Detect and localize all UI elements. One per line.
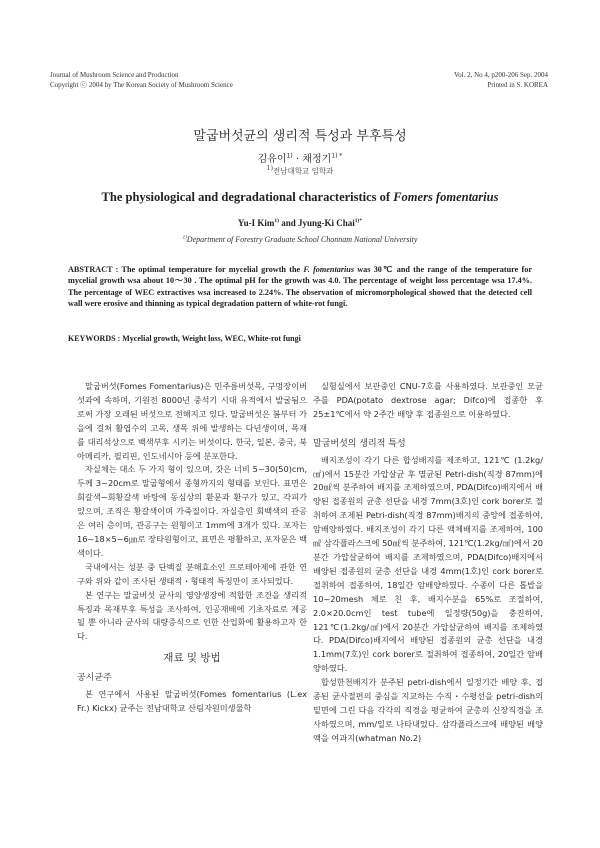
korean-author-2-affiliation-mark: 1) * bbox=[331, 152, 343, 160]
abstract-species: F. fomentarius bbox=[303, 265, 355, 274]
subsection-heading-strain: 공시균주 bbox=[77, 673, 112, 684]
methods-paragraph-1: 본 연구에서 사용된 말굽버섯(Fomes fomentarius (L.ex Fr.) Kickx) 균주는 전남대학교 산림자원미생물학 bbox=[77, 689, 307, 713]
left-column bbox=[77, 380, 307, 716]
english-affiliation-mark: 1) bbox=[182, 235, 187, 241]
physiology-paragraph-2: 합성한천배지가 분주된 petri-dish에서 일정기간 배양 후, 접종된 균사절편의 중심을 지교하는 수직・수평선을 petri-dish의 밑면에 그린 다음 각각의 직경을 평균하여 균총의 신장직경을 조사하였으며, mm/일로 나타내었다. 삼각플라스크에 배양된 배양액을 여과지(whatman No.2) bbox=[313, 677, 543, 743]
intro-paragraph-2: 자실체는 대소 두 가지 형이 있으며, 갓은 너비 5~30(50)cm, 두께 3~20cm로 말굽형에서 종형까지의 형태를 보인다. 표면은 회갈색~회황갈색 바탕에 동심상의 환문과 환구가 있고, 각피가 있으며, 조직은 황갈색이며 가죽질이다. 자실층인 회백색의 관공은 여러 층이며, 관공구는 원형이고 1mm에 3개가 있다. 포자는 16~18×5~6㎛로 장타원형이고, 표면은 평활하고, 포자문은 백색이다. bbox=[77, 464, 307, 558]
section-heading-methods: 재료 및 방법 bbox=[163, 652, 221, 665]
keywords: KEYWORDS : Mycelial growth, Weight loss, WEC, White-rot fungi bbox=[68, 334, 301, 343]
english-author-1: Yu-I Kim bbox=[237, 218, 275, 228]
english-affiliation-text: Department of Forestry Graduate School Chonnam National University bbox=[186, 235, 418, 244]
strain-paragraph: 실험실에서 보관중인 CNU-7호를 사용하였다. 보관중인 모균주를 PDA(potato dextrose agar; Difco)에 접종한 후 25±1℃에서 약 2주간 배양 후 접종원으로 이용하였다. bbox=[313, 381, 543, 419]
copyright-notice: Copyright ⓒ 2004 by The Korean Society of Mushroom Science bbox=[50, 81, 233, 89]
english-title-species: Fomers fomentarius bbox=[393, 190, 499, 204]
author-conjunction: and bbox=[278, 218, 298, 228]
journal-header-right bbox=[454, 70, 548, 90]
author-separator: · bbox=[292, 154, 303, 165]
korean-affiliation-mark: 1) bbox=[266, 165, 274, 172]
abstract bbox=[68, 264, 532, 310]
english-author-1-affiliation-mark: 1) bbox=[274, 218, 279, 224]
journal-name: Journal of Mushroom Science and Production bbox=[50, 71, 179, 79]
english-title-text: The physiological and degradational characteristics of bbox=[101, 190, 394, 204]
english-title bbox=[0, 190, 600, 205]
english-affiliation bbox=[0, 235, 600, 244]
korean-title: 말굽버섯균의 생리적 특성과 부후특성 bbox=[193, 129, 407, 144]
korean-affiliation bbox=[0, 165, 600, 177]
printed-location: Printed in S. KOREA bbox=[487, 81, 548, 89]
right-column bbox=[313, 380, 543, 746]
intro-paragraph-4: 본 연구는 말굽버섯 균사의 영양생장에 적합한 조건을 생리적 특징과 목재부후 특성을 조사하여, 인공재배에 기초자료로 제공 될 뿐 아니라 균사의 대량증식으로 인한 산업화에 활용하고자 한다. bbox=[77, 589, 307, 642]
korean-authors bbox=[0, 150, 600, 165]
abstract-text-1: The optimal temperature for mycelial growth the bbox=[118, 265, 304, 274]
volume-info: Vol. 2, No 4, p200-206 Sep. 2004 bbox=[454, 71, 548, 79]
intro-paragraph-3: 국내에서는 성분 중 단백질 분해효소인 프로테아제에 관한 연구와 위와 같이 조사된 생태적・형태적 특징만이 조사되었다. bbox=[77, 561, 307, 586]
korean-author-1-affiliation-mark: 1) bbox=[286, 152, 293, 160]
korean-affiliation-text: 전남대학교 임학과 bbox=[273, 166, 334, 176]
korean-author-1: 김유이 bbox=[257, 154, 287, 165]
english-authors bbox=[0, 218, 600, 228]
english-author-2-affiliation-mark: 1)* bbox=[354, 218, 363, 224]
english-author-2: Jyung-Ki Chai bbox=[297, 218, 355, 228]
journal-header-left bbox=[50, 70, 233, 90]
subsection-heading-physiology: 말굽버섯의 생리적 특성 bbox=[313, 438, 406, 449]
intro-paragraph-1: 말굽버섯(Fomes Fomentarius)은 민주름버섯목, 구멍장이버섯과에 속하며, 기원전 8000년 중석기 시대 유적에서 발굴됨으로써 가장 오래된 버섯으로 전해지고 있다. 말굽버섯은 봄부터 가을에 걸쳐 활엽수의 고목, 생목 위에 발생하는 다년생이며, 목재를 대리석상으로 백색부후 시키는 버섯이다. 한국, 일본, 중국, 북아메리카, 필리핀, 인도네시아 등에 분포한다. bbox=[77, 381, 307, 461]
abstract-text-2: was 30℃ and the range of the temperature for mycelial growth wsa about 10～30 . The optimal pH for the growth was 4.0. The percentage of weight loss percentage wsa 17.4%. The percentage of WEC extractives wsa increased to 2.24%. The observation of micromorphological showed that the detected cell wall were erosive and thinning as typical degradation pattern of white-rot fungi. bbox=[68, 265, 532, 309]
korean-author-2: 채정기 bbox=[302, 154, 332, 165]
physiology-paragraph-1: 배지조성이 각기 다른 합성배지를 제조하고, 121℃ (1.2kg/㎠)에서 15분간 가압살균 후 멸균된 Petri-dish(직경 87mm)에 20㎖씩 분주하여 배지를 조제하였으며, PDA(Difco)배지에서 배양된 접종원의 균총 선단을 내경 7mm(3호)인 cork borer로 절취하여 조제된 Petri-dish(직경 87mm)배지의 중앙에 접종하여, 암배양하였다. 배지조성이 각기 다른 액체배지를 조제하여, 100㎖ 삼각플라스크에 50㎖씩 분주하여, 121℃(1.2kg/㎠)에서 20분간 가압살균하여 배지를 조제하였으며, PDA(Difco)배지에서 배양된 접종원의 균총 선단을 내경 4mm(1호)인 cork borer로 절취하여 접종하여, 18일간 암배양하였다. 수종이 다른 톱밥을 10~20mesh 체로 친 후, 배지수분을 65%로 조절하여, 2.0×20.0cm인 test tube에 일정량(50g)을 충진하여, 121℃(1.2kg/㎠)에서 20분간 가압살균하여 배지를 조제하였다. PDA(Difco)배지에서 배양된 접종원의 균총 선단을 내경 1.1mm(7호)인 cork borer로 절취하여 접종하여, 20일간 암배양하였다. bbox=[313, 454, 543, 674]
abstract-label: ABSTRACT : bbox=[68, 265, 119, 274]
